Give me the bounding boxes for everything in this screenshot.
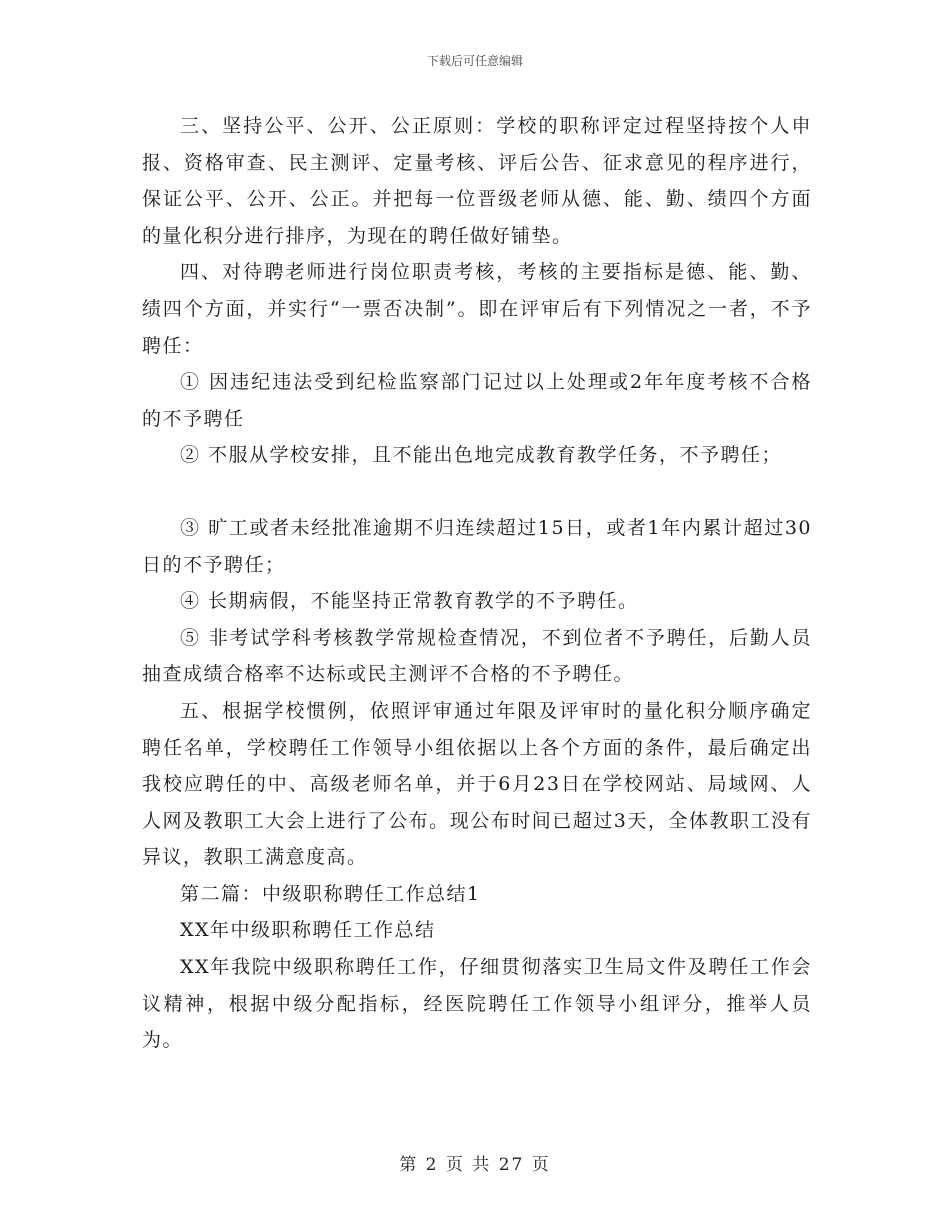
- list-item-condition-4: ④ 长期病假，不能坚持正常教育教学的不予聘任。: [180, 590, 639, 613]
- document-body: [142, 108, 812, 1059]
- list-item-condition-3: ③ 旷工或者未经批准逾期不归连续超过15日，或者1年内累计超过30日的不予聘任；: [142, 516, 812, 576]
- list-item-condition-5: ⑤ 非考试学科考核教学常规检查情况，不到位者不予聘任，后勤人员抽查成绩合格率不达标或民主测评不合格的不予聘任。: [142, 626, 812, 686]
- paragraph-summary-intro: XX年我院中级职称聘任工作，仔细贯彻落实卫生局文件及聘任工作会议精神，根据中级分配指标，经医院聘任工作领导小组评分，推举人员为。: [142, 956, 812, 1052]
- list-item-condition-2: ② 不服从学校安排，且不能出色地完成教育教学任务，不予聘任；: [180, 444, 783, 467]
- section-heading-part-two: 第二篇：中级职称聘任工作总结1: [180, 882, 481, 905]
- paragraph-principle-four: 四、对待聘老师进行岗位职责考核，考核的主要指标是德、能、勤、绩四个方面，并实行“一票否决制”。即在评审后有下列情况之一者，不予聘任：: [142, 261, 812, 357]
- section-title-summary: XX年中级职称聘任工作总结: [180, 919, 436, 942]
- paragraph-principle-five: 五、根据学校惯例，依照评审通过年限及评审时的量化积分顺序确定聘任名单，学校聘任工作领导小组依据以上各个方面的条件，最后确定出我校应聘任的中、高级老师名单，并于6月23日在学校网站、局域网、人人网及教职工大会上进行了公布。现公布时间已超过3天，全体教职工没有异议，教职工满意度高。: [142, 699, 812, 869]
- paragraph-principle-three: 三、坚持公平、公开、公正原则：学校的职称评定过程坚持按个人申报、资格审查、民主测评、定量考核、评后公告、征求意见的程序进行，保证公平、公开、公正。并把每一位晋级老师从德、能、勤、绩四个方面的量化积分进行排序，为现在的聘任做好铺垫。: [142, 115, 812, 247]
- page-number-indicator: 第 2 页 共 27 页: [399, 1155, 551, 1175]
- list-item-condition-1: ① 因违纪违法受到纪检监察部门记过以上处理或2年年度考核不合格的不予聘任: [142, 371, 812, 430]
- page-header-note: 下载后可任意编辑: [426, 54, 523, 68]
